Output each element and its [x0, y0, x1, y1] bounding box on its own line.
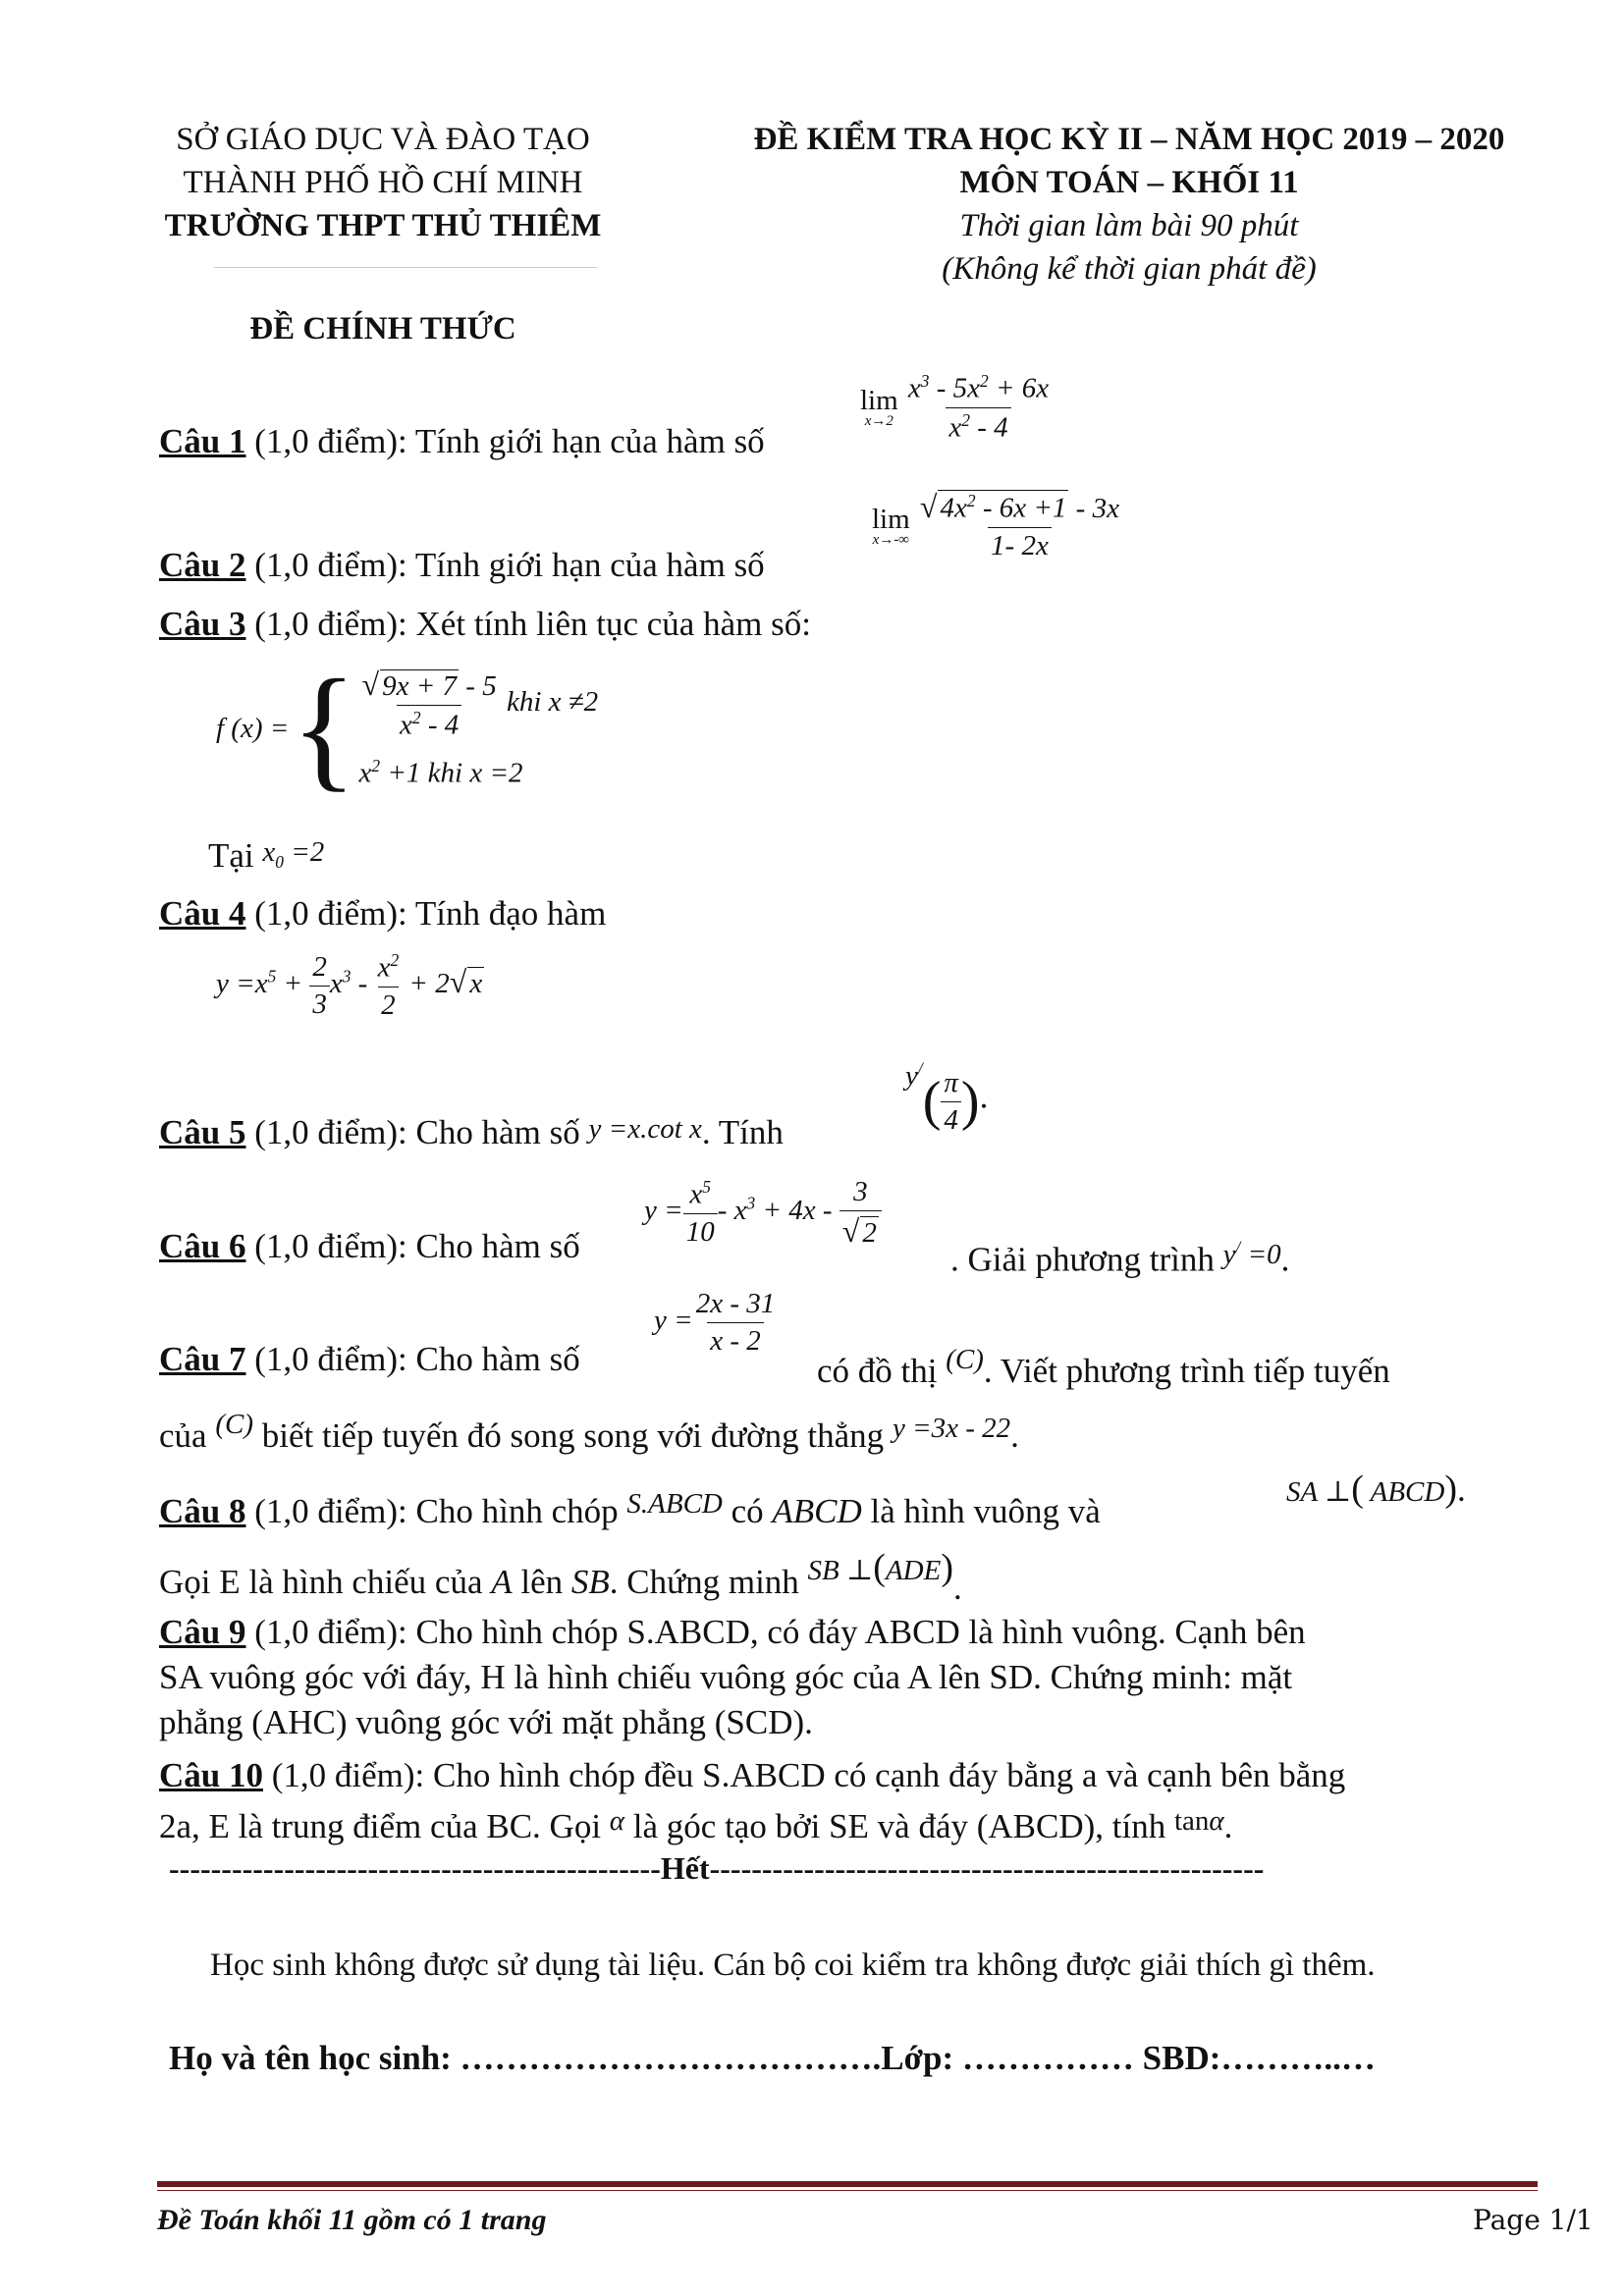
question-points: (1,0 điểm):	[245, 1227, 416, 1265]
exam-title: ĐỀ KIỂM TRA HỌC KỲ II – NĂM HỌC 2019 – 2020	[753, 122, 1505, 157]
question-points: (1,0 điểm):	[245, 546, 415, 584]
question-text-4: của	[159, 1416, 207, 1455]
question-label: Câu 5	[159, 1113, 246, 1151]
question-7	[159, 1337, 580, 1382]
footer-left: Đề Toán khối 11 gồm có 1 trang	[157, 2204, 547, 2236]
question-text-2: . Giải phương trình	[950, 1240, 1215, 1279]
question-text: Tính đạo hàm	[414, 894, 607, 933]
question-label: Câu 2	[159, 546, 246, 584]
footer-rule	[157, 2181, 1538, 2187]
question-text: Cho hình chóp	[415, 1492, 619, 1530]
question-text: Cho hình chóp đều S.ABCD có cạnh đáy bằng a và cạnh bên bằng	[433, 1756, 1346, 1794]
q8-line-2: Gọi E là hình chiếu của A lên SB. Chứng minh $^{SB \perp(ADE)}$.	[159, 1547, 962, 1607]
header-right	[687, 118, 1571, 291]
q1-limit-expression: lim x→2 $\frac{x^3 - 5x^2 + 6x}{x^2 - 4}$	[860, 371, 1050, 444]
q2-limit-expression: lim x→-∞ $\frac{√ 4x^2 - 6x +1 - 3x}{1- 2x}$	[872, 489, 1119, 561]
header-divider	[214, 267, 597, 268]
q4-function: $y =x^5$ + $\frac{2}{3}$ $x^3$ - $\frac{x^2}{2}$ + 2√ x	[216, 950, 483, 1021]
question-label: Câu 9	[159, 1613, 246, 1651]
q10-line2-a: 2a, E là trung điểm của BC. Gọi	[159, 1807, 602, 1845]
question-label: Câu 3	[159, 605, 246, 643]
question-8: Câu 8 (1,0 điểm): Cho hình chóp $^{S.ABCD}$ có ABCD là hình vuông và	[159, 1488, 1101, 1530]
q7-graph-text: có đồ thị $^{(C)}$. Viết phương trình tiếp tuyến	[817, 1344, 1390, 1390]
q3-at-label: Tại	[208, 836, 254, 875]
header-left	[137, 118, 628, 247]
question-points: (1,0 điểm):	[245, 1613, 416, 1651]
footer-page-number: Page 1/1	[1473, 2204, 1594, 2236]
q3-point: Tại $x_0 =2$	[208, 836, 325, 875]
question-points: (1,0 điểm):	[245, 1492, 416, 1530]
question-points: (1,0 điểm):	[245, 1113, 416, 1151]
school-name: TRƯỜNG THPT THỦ THIÊM	[164, 208, 602, 243]
question-points: (1,0 điểm):	[245, 894, 415, 933]
question-text-3: là hình vuông và	[870, 1492, 1101, 1530]
question-points: (1,0 điểm):	[245, 605, 416, 643]
question-10: Câu 10 (1,0 điểm): Cho hình chóp đều S.ABCD có cạnh đáy bằng a và cạnh bên bằng 2a, E là trung điểm của BC. Gọi $^\alpha$ là góc tạo bởi SE và đáy (ABCD), tính $^{tan\alpha}$.	[159, 1756, 1346, 1845]
q10-line2-b: là góc tạo bởi SE và đáy (ABCD), tính	[632, 1807, 1166, 1845]
official-label: ĐỀ CHÍNH THỨC	[249, 311, 516, 347]
exam-note: (Không kể thời gian phát đề)	[942, 251, 1317, 287]
question-text: Tính giới hạn của hàm số	[414, 546, 765, 584]
student-info-line: Họ và tên học sinh: ……………………………….Lớp: …………… SBD:………..…	[169, 2039, 1376, 2077]
q8-line2-a: Gọi E là hình chiếu của	[159, 1563, 483, 1601]
footer-rule-thin	[157, 2190, 1538, 2191]
exam-time: Thời gian làm bài 90 phút	[959, 208, 1299, 243]
question-5: Câu 5 (1,0 điểm): Cho hàm số y =x.cot x. Tính	[159, 1113, 784, 1151]
question-label: Câu 4	[159, 894, 246, 933]
question-text-3: . Viết phương trình tiếp tuyến	[983, 1352, 1390, 1390]
q7-line-2: của $^{(C)}$ biết tiếp tuyến đó song song với đường thẳng $^{y =3x - 22}$.	[159, 1409, 1019, 1455]
question-3	[159, 602, 811, 647]
q8-edge-sb: SB	[570, 1563, 610, 1601]
question-label: Câu 7	[159, 1340, 246, 1378]
q8-perpendicular-given: SA ⊥( ABCD).	[1286, 1468, 1466, 1510]
question-text: Xét tính liên tục của hàm số:	[415, 605, 811, 643]
department-name: SỞ GIÁO DỤC VÀ ĐÀO TẠO	[176, 122, 590, 157]
q6-function: y = $\frac{x^5}{10}$ - $x^3 + 4x$ - $\frac{3}{√ 2}$	[644, 1176, 882, 1250]
question-label: Câu 6	[159, 1227, 246, 1265]
question-text-2: có đồ thị	[817, 1352, 938, 1390]
question-text: Cho hình chóp S.ABCD, có đáy ABCD là hình vuông. Cạnh bên	[415, 1613, 1306, 1651]
q3-piecewise-function: f (x) = { $\frac{√ 9x + 7 - 5}{x^2 - 4}$ khi x ≠2 $x^2 +1$ khi x =2	[216, 652, 599, 804]
question-text: Cho hàm số	[415, 1340, 580, 1378]
question-2	[159, 543, 765, 588]
city-name: THÀNH PHỐ HỒ CHÍ MINH	[183, 165, 583, 200]
question-text: Cho hàm số	[415, 1227, 580, 1265]
question-label: Câu 1	[159, 422, 246, 460]
question-points: (1,0 điểm):	[263, 1756, 434, 1794]
question-text-5: biết tiếp tuyến đó song song với đường thẳng	[261, 1416, 885, 1455]
question-label: Câu 10	[159, 1756, 263, 1794]
q8-base: ABCD	[772, 1492, 862, 1530]
q8-point-a: A	[491, 1563, 513, 1601]
end-marker: -----------------------------------------------Hết-----------------------------------------------------	[169, 1850, 1265, 1886]
q7-function: y = $\frac{2x - 31}{x - 2}$	[654, 1288, 776, 1357]
question-text-2: . Tính	[701, 1113, 784, 1151]
question-text-2: có	[731, 1492, 764, 1530]
question-line-2: SA vuông góc với đáy, H là hình chiếu vuông góc của A lên SD. Chứng minh: mặt	[159, 1658, 1293, 1696]
question-4	[159, 891, 606, 936]
question-1	[159, 419, 765, 464]
question-points: (1,0 điểm):	[245, 422, 415, 460]
question-6	[159, 1224, 580, 1269]
question-points: (1,0 điểm):	[245, 1340, 416, 1378]
question-label: Câu 8	[159, 1492, 246, 1530]
question-line-3: phẳng (AHC) vuông góc với mặt phẳng (SCD).	[159, 1703, 813, 1741]
exam-subject: MÔN TOÁN – KHỐI 11	[959, 165, 1299, 200]
question-text: Tính giới hạn của hàm số	[414, 422, 765, 460]
exam-notice: Học sinh không được sử dụng tài liệu. Cán bộ coi kiểm tra không được giải thích gì thêm.	[210, 1948, 1376, 1983]
question-text: Cho hàm số	[415, 1113, 580, 1151]
question-9	[159, 1610, 1514, 1745]
q5-derivative-value: y/( $\frac{\pi}{4}$ ).	[905, 1058, 989, 1136]
q8-line2-c: . Chứng minh	[609, 1563, 799, 1601]
q8-line2-b: lên	[520, 1563, 564, 1601]
q6-equation: . Giải phương trình $^{y^/ =0}$.	[950, 1237, 1290, 1279]
